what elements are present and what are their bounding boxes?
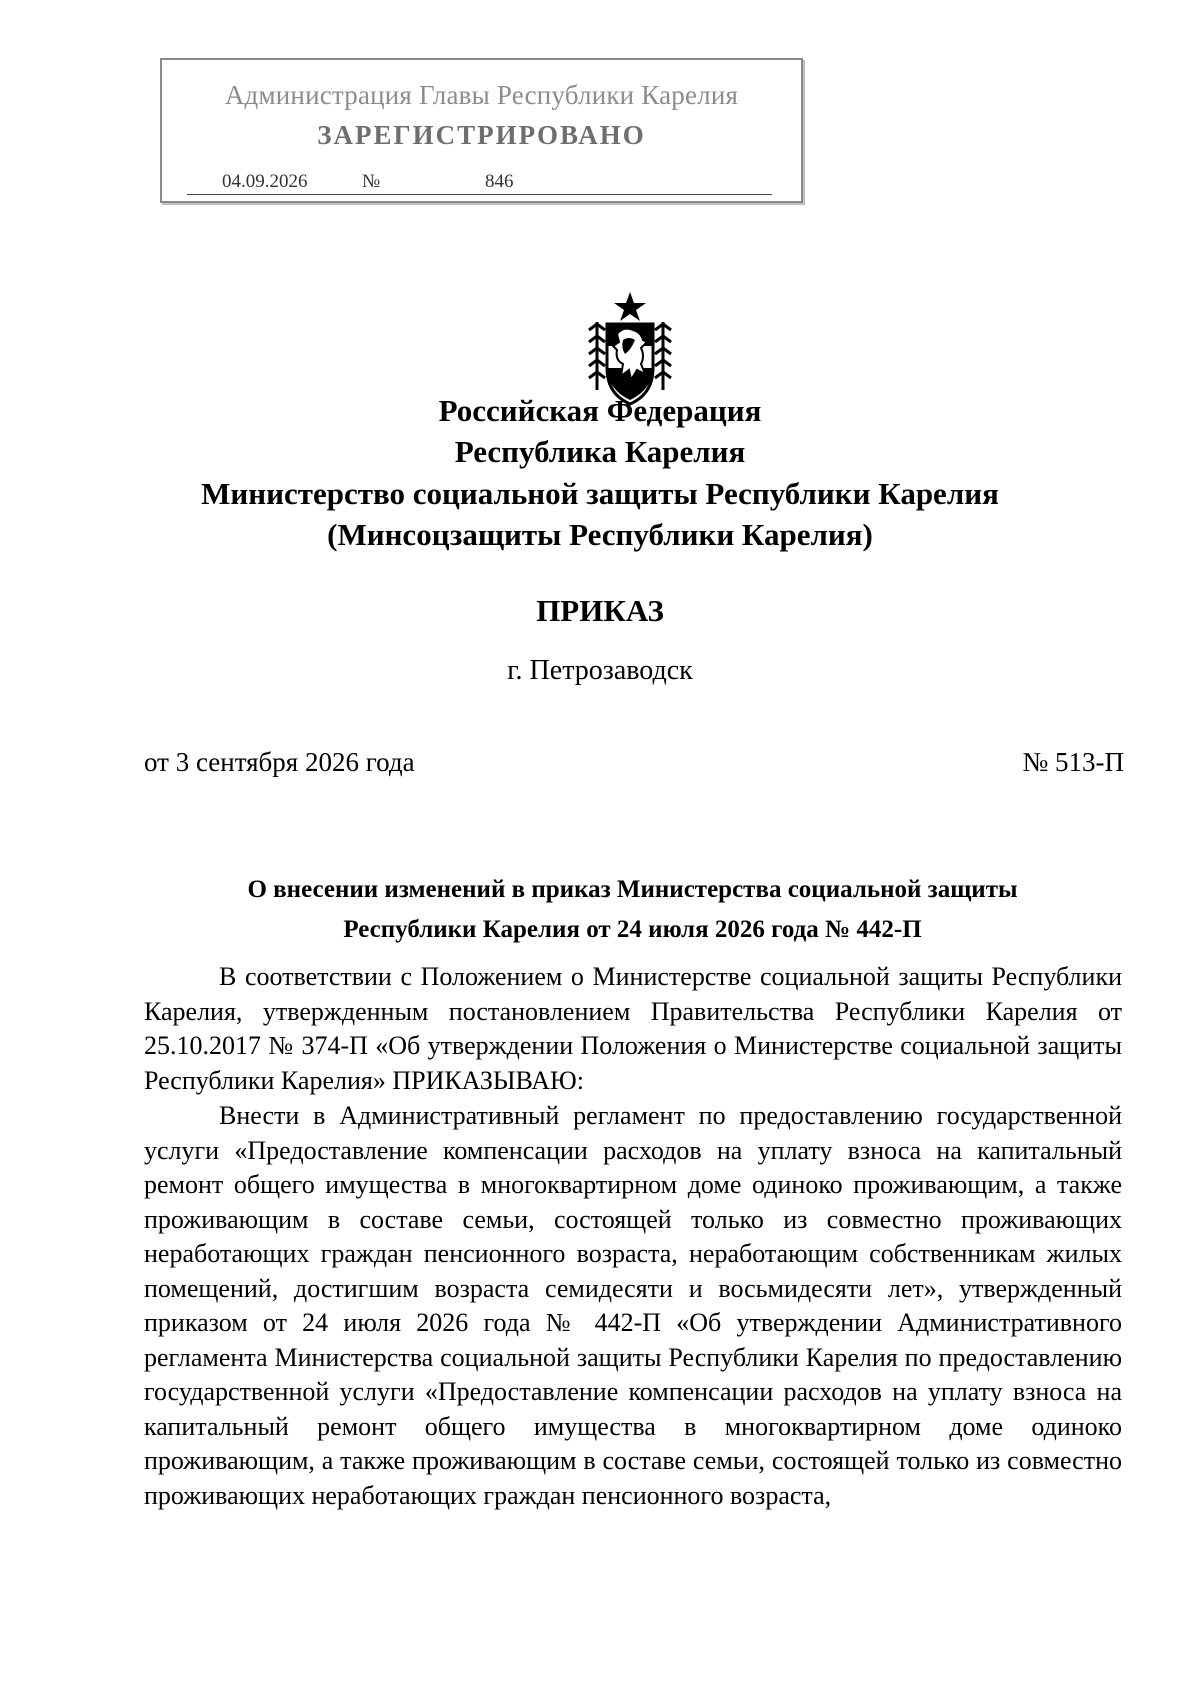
header-ministry-short: (Минсоцзащиты Республики Карелия) [327, 517, 873, 552]
stamp-status: ЗАРЕГИСТРИРОВАНО [317, 120, 646, 150]
document-title-line2: Республики Карелия от 24 июля 2026 года № 442-П [343, 916, 922, 943]
document-number: № 513-П [1022, 747, 1124, 777]
document-date: от 3 сентября 2026 года [144, 747, 415, 777]
stamp-number: 846 [485, 171, 514, 192]
header-republic: Республика Карелия [454, 434, 746, 469]
document-city: г. Петрозаводск [507, 655, 693, 686]
body-paragraph-2: Внести в Административный регламент по предоставлению государственной услуги «Предоставление компенсации расходов на уплату взноса на капитальный ремонт общего имущества в многоквартирном доме одиноко проживающим, а также проживающим в составе семьи, состоящей только из совместно проживающих неработающих граждан пенсионного возраста, неработающим собственникам жилых помещений, достигшим возраста семидесяти и восьмидесяти лет», утвержденный приказом от 24 июля 2026 года № 442-П «Об утверждении Административного регламента Министерства социальной защиты Республики Карелия по предоставлению государственной услуги «Предоставление компенсации расходов на уплату взноса на капитальный ремонт общего имущества в многоквартирном доме одиноко проживающим, а также проживающим в составе семьи, состоящей только из совместно проживающих неработающих граждан пенсионного возраста, [144, 1101, 1122, 1510]
registration-stamp [160, 58, 803, 203]
header-ministry: Министерство социальной защиты Республики Карелия [201, 476, 999, 511]
stamp-registration-line [187, 170, 772, 195]
document-type: ПРИКАЗ [536, 593, 664, 628]
stamp-number-sign: № [362, 171, 381, 192]
stamp-date: 04.09.2026 [222, 171, 308, 192]
body-paragraph-1: В соответствии с Положением о Министерстве социальной защиты Республики Карелия, утвержденным постановлением Правительства Республики Карелия от 25.10.2017 № 374-П «Об утверждении Положения о Министерстве социальной защиты Республики Карелия» ПРИКАЗЫВАЮ: [144, 962, 1122, 1095]
stamp-organization: Администрация Главы Республики Карелия [224, 80, 739, 110]
header-country: Российская Федерация [438, 393, 762, 428]
document-title-line1: О внесении изменений в приказ Министерства социальной защиты [247, 876, 1018, 903]
